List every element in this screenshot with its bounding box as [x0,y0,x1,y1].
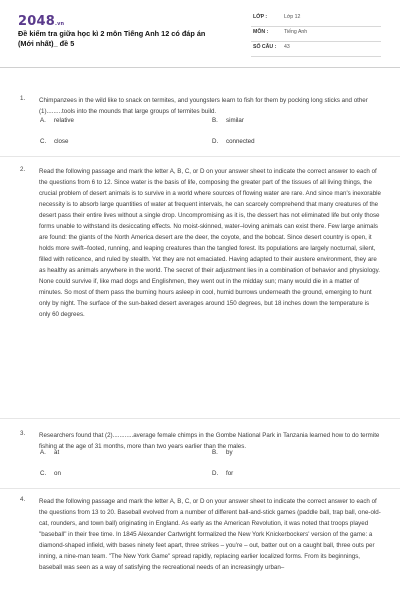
document-header [0,0,400,68]
meta-subject-label: MÔN : [253,29,269,35]
option-text: connected [226,138,255,145]
option-letter: B. [212,117,218,124]
option-letter: A. [40,449,46,456]
question-2-text: Read the following passage and mark the letter A, B, C, or D on your answer sheet to indicate the correct answer to each of the questions from 6 to 12. Since water is the basis of life, composing the greater part of the tissues of all living things, the crucial problem of desert animals is to survive in a world where sources of flowing water are rare. And since man's inexorable necessity is to absorb large quantities of water at frequent intervals, he can scarcely comprehend that many creatures of the desert pass their entire lives without a single drop. Uncompromising as it is, the dessert has not eliminated life but only those forms unable to withstand its desiccating effects. No moist-skinned, water–loving animals can exist there. Few large animals are found: the giants of the North America desert are the deer, the coyote, and the bobcat. Since desert country is open, it holds more swift–footed, running, and leaping creatures than the tangled forest. Its populations are largely nocturnal, silent, filled with reticence, and ruled by stealth. Yet they are not emaciated. Having adapted to their austere environment, they are as healthy as animals anywhere in the world. The secret of their adjustment lies in a combination of behavior and physiology. None could survive if, like mad dogs and Englishmen, they went out in the midday sun; many would die in a matter of minutes. So most of them pass the burning hours asleep in cool, humid burrows underneath the ground, emerging to hunt only by night. The surface of the sun-baked desert averages around 150 degrees, but 18 inches down the temperature is only 60 degrees. [39,168,381,318]
option-text: on [54,470,61,477]
meta-class-value: Lớp 12 [284,14,301,20]
question-3-option-b[interactable] [212,449,233,456]
question-4-text: Read the following passage and mark the letter A, B, C, or D on your answer sheet to indicate the correct answer to each of the questions from 13 to 20. Baseball evolved from a number of different ball-and-stick games (paddle ball, trap ball, one-old-cat, rounders, and town ball) originating in England. As early as the American Revolution, it was noted that troops played "baseball" in their free time. In 1845 Alexander Cartwright formalized the New York Knickerbockers' version of the game: a diamond-shaped infield, with bases ninety feet apart, three strikes – you're – out, batter out on a caught ball, three outs per inning, a nine-man team. "The New York Game" spread rapidly, replacing earlier localized forms. From its beginnings, baseball was seen as a way of satisfying the recreational needs of an increasingly urban– [39,498,381,571]
site-logo[interactable] [18,14,64,29]
option-text: for [226,470,234,477]
option-letter: B. [212,449,218,456]
option-text: similar [226,117,244,124]
meta-subject-row [251,26,381,42]
question-3-option-a[interactable] [40,449,59,456]
option-letter: C. [40,138,47,145]
document-title: Đề kiểm tra giữa học kì 2 môn Tiếng Anh 12 có đáp án (Mới nhất)_ đề 5 [18,29,206,48]
question-1-option-b[interactable] [212,117,244,124]
question-1-text: Chimpanzees in the wild like to snack on termites, and youngsters learn to fish for them by pocking long sticks and other (1).........tools into the mounds that large groups of termites build. [39,97,368,115]
option-text: at [54,449,60,456]
question-2-number: 2. [20,166,26,173]
logo-suffix: .vn [54,21,65,27]
question-divider [0,418,400,419]
question-3-number: 3. [20,430,26,437]
meta-subject-value: Tiếng Anh [284,29,308,35]
option-letter: D. [212,470,219,477]
meta-class-row [251,11,381,27]
question-1-number: 1. [20,95,26,102]
question-divider [0,488,400,489]
logo-text: 2048 [18,14,55,29]
meta-questions-value: 43 [284,44,290,50]
header-divider [0,67,400,68]
option-text: close [54,138,69,145]
option-letter: C. [40,470,47,477]
question-3-option-d[interactable] [212,470,233,477]
question-4-number: 4. [20,496,26,503]
question-3-text: Researchers found that (2)............average female chimps in the Gombe National Park in Tanzania learned how to do termite fishing at the age of 31 months, more than two years earlier than the males. [39,432,380,450]
option-letter: D. [212,138,219,145]
question-3-option-c[interactable] [40,470,61,477]
option-text: by [226,449,233,456]
meta-questions-label: SỐ CÂU : [253,44,277,50]
question-1-option-d[interactable] [212,138,255,145]
question-divider [0,156,400,157]
question-1-option-c[interactable] [40,138,68,145]
option-letter: A. [40,117,46,124]
meta-class-label: LỚP : [253,14,268,20]
option-text: relative [54,117,74,124]
question-1-option-a[interactable] [40,117,74,124]
meta-questions-row [251,41,381,57]
